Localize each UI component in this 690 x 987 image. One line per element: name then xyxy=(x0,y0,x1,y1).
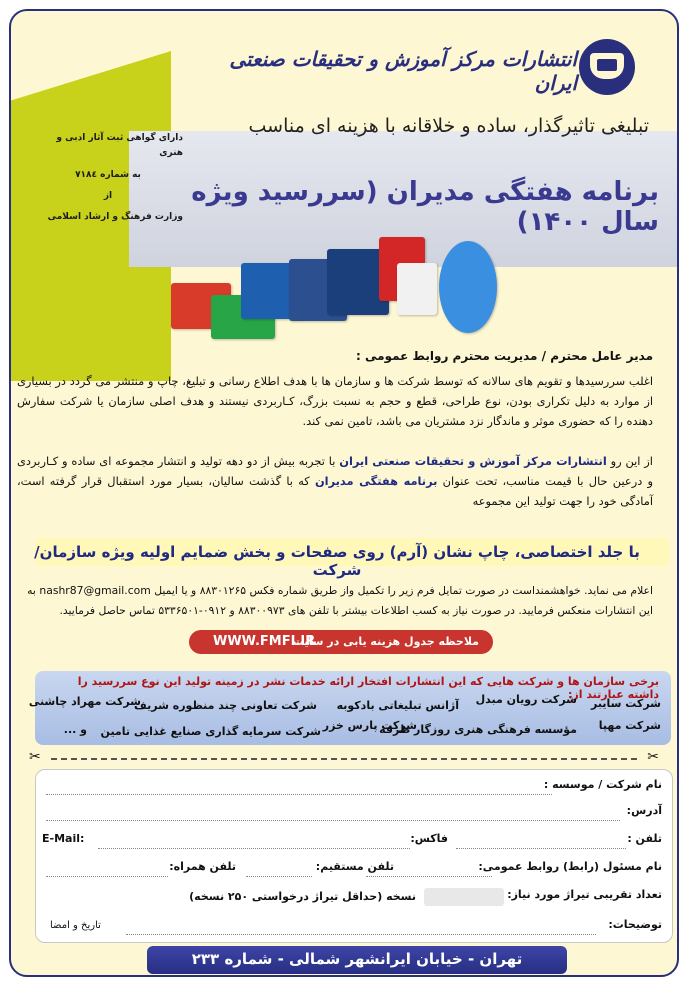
scissors-icon: ✂ xyxy=(647,749,659,765)
website-button[interactable] xyxy=(189,630,493,654)
client-name: شرکت تعاونی چند منظوره شریف xyxy=(134,699,317,712)
fax-field[interactable] xyxy=(98,848,410,849)
clients-heading: برخی سازمان ها و شرکت هایی که این انتشارات افتخار ارائه خدمات نشر در زمینه تولید این نوع سررسید را داشته عبارتند از: xyxy=(77,675,659,701)
quantity-input[interactable] xyxy=(424,888,504,906)
pr-manager-field[interactable] xyxy=(366,876,492,877)
mobile-field[interactable] xyxy=(46,876,168,877)
greeting: مدیر عامل محترم / مدیریت محترم روابط عمومی : xyxy=(356,349,653,363)
publisher-logo xyxy=(579,39,635,95)
company-field[interactable] xyxy=(46,794,552,795)
product-name-bold: برنامه هفتگی مدیران xyxy=(314,474,438,488)
mobile-label: تلفن همراه: xyxy=(169,860,236,873)
text-segment: که با گذشت سالیان، بسیار مورد استقبال قرار گرفته است، آمادگی خود را جهت تولید این مجموعه xyxy=(17,474,653,508)
planner-images xyxy=(171,233,501,343)
client-name: شرکت سایبر xyxy=(591,697,661,710)
notes-label: توضیحات: xyxy=(608,918,662,931)
highlight-text: با جلد اختصاصی، چاپ نشان (آرم) روی صفحات و بخش ضمایم اولیه ویژه سازمان/شرکت xyxy=(34,543,640,579)
client-name: شرکت مهپا xyxy=(598,719,661,732)
footer-bar xyxy=(147,946,567,974)
quantity-label: تعداد تقریبی تیراژ مورد نیاز: xyxy=(507,888,662,901)
pr-manager-label: نام مسئول (رابط) روابط عمومی: xyxy=(478,860,662,873)
clients-box xyxy=(28,671,671,745)
publisher-name: انتشارات مرکز آموزش و تحقیقات صنعتی ایران xyxy=(229,47,577,95)
paragraph-offer xyxy=(17,451,653,511)
client-name: شرکت سرمایه گذاری صنایع غذایی تامین xyxy=(100,725,321,738)
address-label: آدرس: xyxy=(626,804,662,817)
cut-line xyxy=(51,758,637,760)
certificate-line: دارای گواهی ثبت آثار ادبی و هنری xyxy=(56,133,183,159)
text-segment: با تجربه بیش از دو دهه تولید و انتشار مجموعه ای ساده و کـاربردی و درعین حال با قیمت مناسب، تحت عنوان xyxy=(17,454,653,488)
planner-image xyxy=(439,241,497,333)
fax-label: فاکس: xyxy=(410,832,448,845)
address-field[interactable] xyxy=(46,820,620,821)
contact-info xyxy=(13,581,653,621)
text-segment: از این رو xyxy=(606,454,653,468)
main-title: برنامه هفتگی مدیران (سررسید ویژه سال ۱۴۰۰) xyxy=(191,177,659,237)
order-form xyxy=(35,769,673,943)
certificate-note xyxy=(33,131,183,231)
notes-field[interactable] xyxy=(126,934,596,935)
client-name: شرکت رویان مبدل xyxy=(475,693,577,706)
footer-address: تهران - خیابان ایرانشهر شمالی - شماره ۲۳۳ xyxy=(191,950,523,968)
direct-phone-label: تلفن مستقیم: xyxy=(315,860,394,873)
email-label: E-Mail: xyxy=(42,832,85,845)
direct-phone-field[interactable] xyxy=(246,876,312,877)
paragraph-intro: اغلب سررسیدها و تقویم های سالانه که توسط شرکت ها و سازمان ها با هدف اطلاع رسانی و تبلیغ، چاپ و منتشر می گردد در بسیاری از موارد به دلیل تکراری بودن، نوع طراحی، قطع و حجم به نسبت بزرگ، کـاربردی نیستند و هدف اصلی سازمان یا شرکت سفارش دهنده را که حضوری موثر و ماندگار نزد مشتریان می باشد، تامین نمی کند. xyxy=(17,374,653,428)
client-name: مؤسسه فرهنگی هنری روزگار طرفه xyxy=(379,723,577,736)
company-label: نام شرکت / موسسه : xyxy=(543,778,662,791)
quantity-note: نسخه (حداقل تیراژ درخواستی ۲۵۰ نسخه) xyxy=(189,890,416,903)
phone-label: تلفن : xyxy=(627,832,662,845)
scissors-icon: ✂ xyxy=(29,749,41,765)
certificate-line: به شماره ۷۱۸٤ xyxy=(75,169,141,180)
certificate-line: وزارت فرهنگ و ارشاد اسلامی xyxy=(47,212,183,223)
phone-field[interactable] xyxy=(456,848,626,849)
tagline: تبلیغی تاثیرگذار، ساده و خلاقانه با هزینه ای مناسب xyxy=(248,115,649,137)
date-sign-label: تاریخ و امضا xyxy=(50,920,101,931)
certificate-line: از xyxy=(103,190,113,201)
client-name: شرکت پارس خزر xyxy=(322,719,417,732)
website-label: ملاحظه جدول هزینه یابی در سایت xyxy=(292,635,479,648)
contact-line: اعلام می نماید. خواهشمنداست در صورت تمایل فرم زیر را تکمیل واز طریق شماره فکس ۸۸۳۰۱۲۶۵ و یا ایمیل nashr87@gmail.com به xyxy=(27,584,653,597)
client-name: شرکت مهراد چاشنی xyxy=(28,695,141,708)
contact-line: این انتشارات منعکس فرمایید. در صورت نیاز به کسب اطلاعات بیشتر با تلفن های ۸۸۳۰۰۹۷۳ و ۰۹۱۲-۵۳۳۶۵۰۱ تماس حاصل فرمایید. xyxy=(59,604,653,617)
website-url[interactable]: WWW.FMFI.IR xyxy=(213,634,316,649)
flyer-frame xyxy=(9,9,679,977)
client-name: آژانس تبلیغاتی بادکوبه xyxy=(336,699,459,712)
planner-image xyxy=(397,263,437,315)
publisher-name-bold: انتشارات مرکز آموزش و تحقیقات صنعتی ایران xyxy=(339,454,607,468)
client-name: و ... xyxy=(63,723,87,736)
